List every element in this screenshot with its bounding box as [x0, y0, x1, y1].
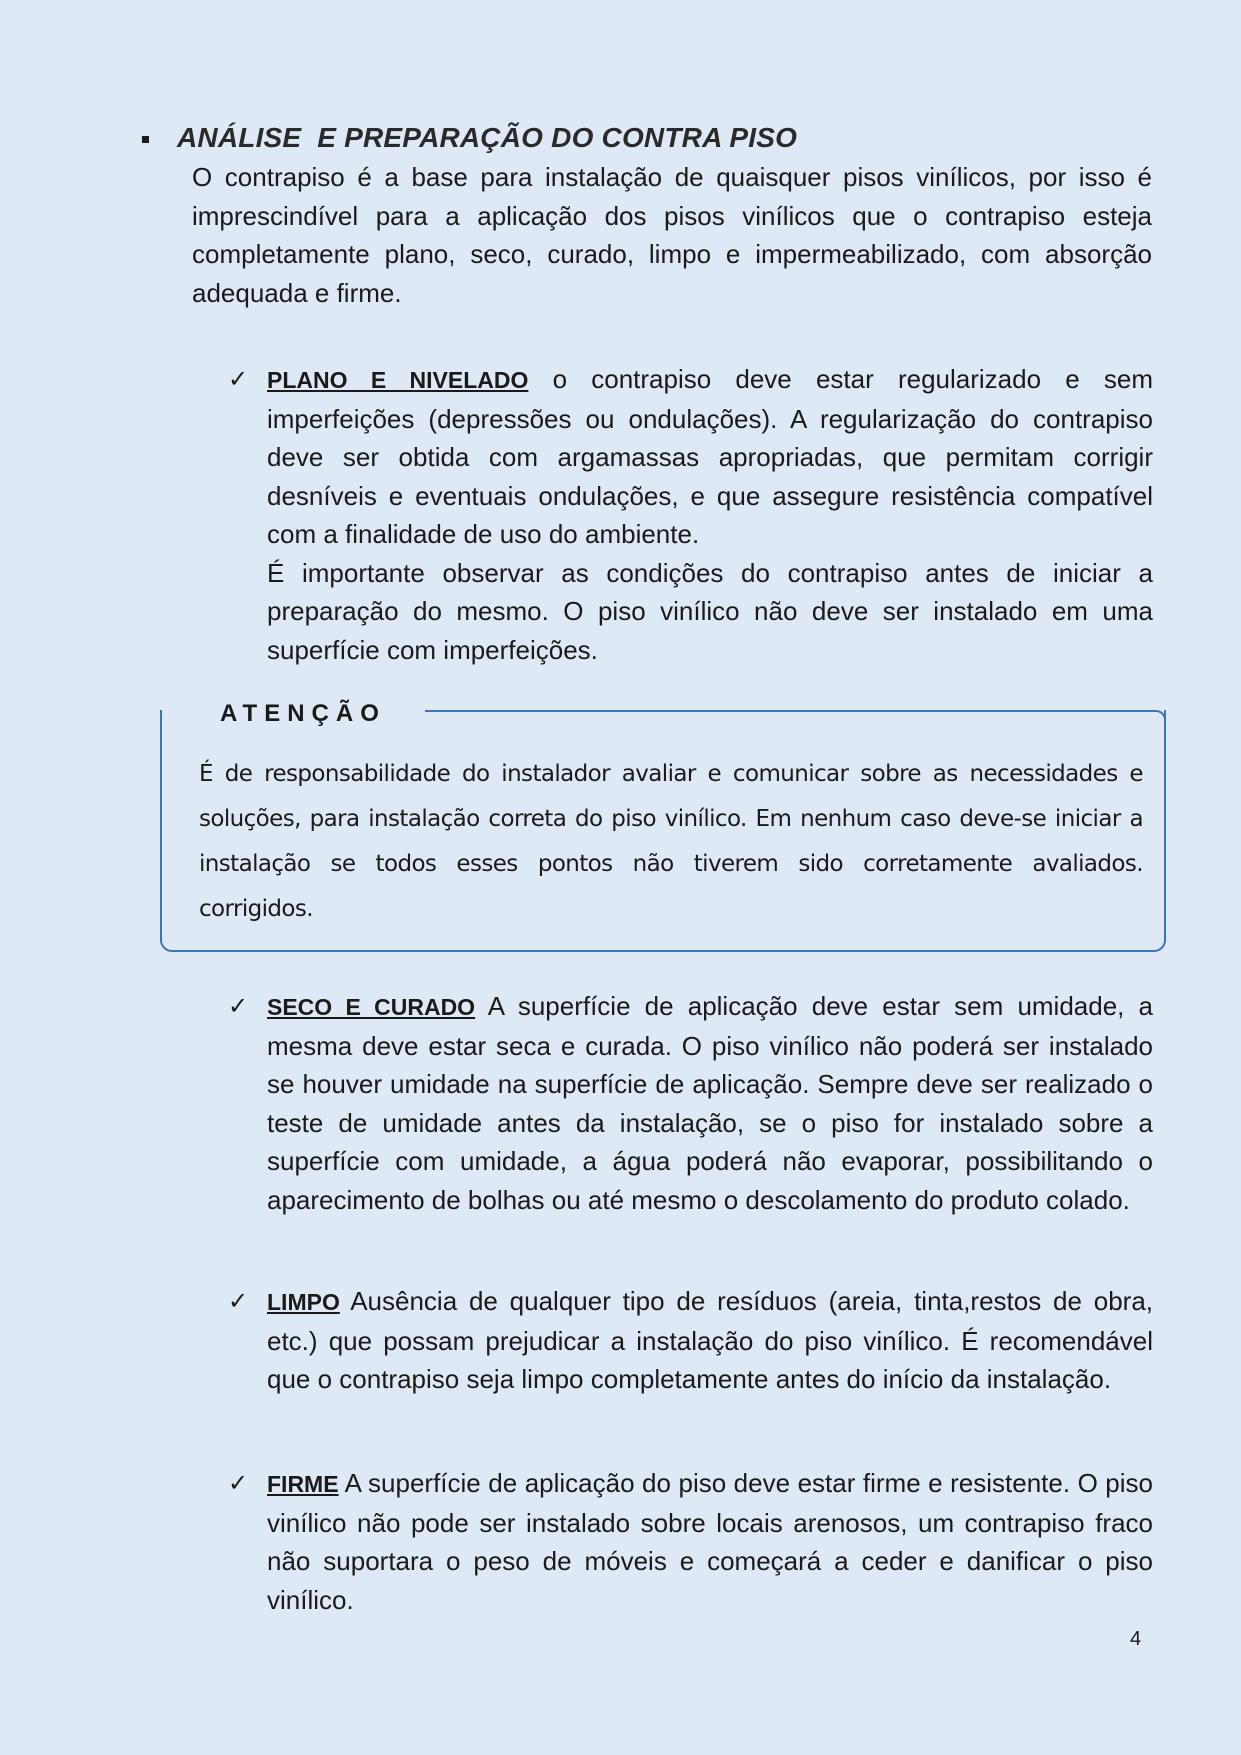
check-mark-icon: ✓: [228, 1469, 249, 1497]
list-item-text: PLANO E NIVELADO o contrapiso deve estar regularizado e sem imperfeições (depressões ou ondulações). A regularização do contrapiso deve ser obtida com argamassas apropriadas, que permitam corrigir desníveis e eventuais ondulações, e que assegure resistência compatível com a finalidade de uso do ambiente.: [267, 364, 1153, 549]
list-item-term: FIRME: [267, 1471, 339, 1497]
attention-text: É de responsabilidade do instalador avaliar e comunicar sobre as necessidades e soluções, para instalação correta do piso vinílico. Em nenhum caso deve-se iniciar a instalação se todos esses pontos não tiverem sido corretamente avaliados. corrigidos.: [199, 761, 1143, 922]
section-heading: [142, 122, 797, 154]
list-item-extra-text: É importante observar as condições do contrapiso antes de iniciar a preparação do mesmo. O piso vinílico não deve ser instalado em uma superfície com imperfeições.: [267, 557, 1153, 665]
intro-paragraph: O contrapiso é a base para instalação de quaisquer pisos vinílicos, por isso é imprescindível para a aplicação dos pisos vinílicos que o contrapiso esteja completamente plano, seco, curado, limpo e impermeabilizado, com absorção adequada e firme.: [192, 162, 1152, 308]
check-mark-icon: ✓: [228, 365, 249, 393]
list-item-text: SECO E CURADO A superfície de aplicação deve estar sem umidade, a mesma deve estar seca e curada. O piso vinílico não poderá ser instalado se houver umidade na superfície de aplicação. Sempre deve ser realizado o teste de umidade antes da instalação, se o piso for instalado sobre a superfície com umidade, a água poderá não evaporar, possibilitando o aparecimento de bolhas ou até mesmo o descolamento do produto colado.: [267, 991, 1153, 1215]
list-item-term: SECO E CURADO: [267, 994, 476, 1020]
check-mark-icon: ✓: [228, 1287, 249, 1315]
list-item-term: PLANO E NIVELADO: [267, 367, 529, 393]
check-mark-icon: ✓: [228, 992, 249, 1020]
attention-title: ATENÇÃO: [220, 700, 386, 727]
square-bullet-icon: [142, 136, 149, 143]
page-number: 4: [1130, 1628, 1142, 1650]
list-item-text: LIMPO Ausência de qualquer tipo de resíduos (areia, tinta,restos de obra, etc.) que possam prejudicar a instalação do piso vinílico. É recomendável que o contrapiso seja limpo completamente antes do início da instalação.: [267, 1286, 1153, 1394]
section-title: ANÁLISE E PREPARAÇÃO DO CONTRA PISO: [177, 122, 798, 153]
attention-box-top-border: [425, 710, 1166, 724]
list-item-text: FIRME A superfície de aplicação do piso deve estar firme e resistente. O piso vinílico não pode ser instalado sobre locais arenosos, um contrapiso fraco não suportara o peso de móveis e começará a ceder e danificar o piso vinílico.: [267, 1468, 1153, 1615]
list-item-term: LIMPO: [267, 1289, 340, 1315]
